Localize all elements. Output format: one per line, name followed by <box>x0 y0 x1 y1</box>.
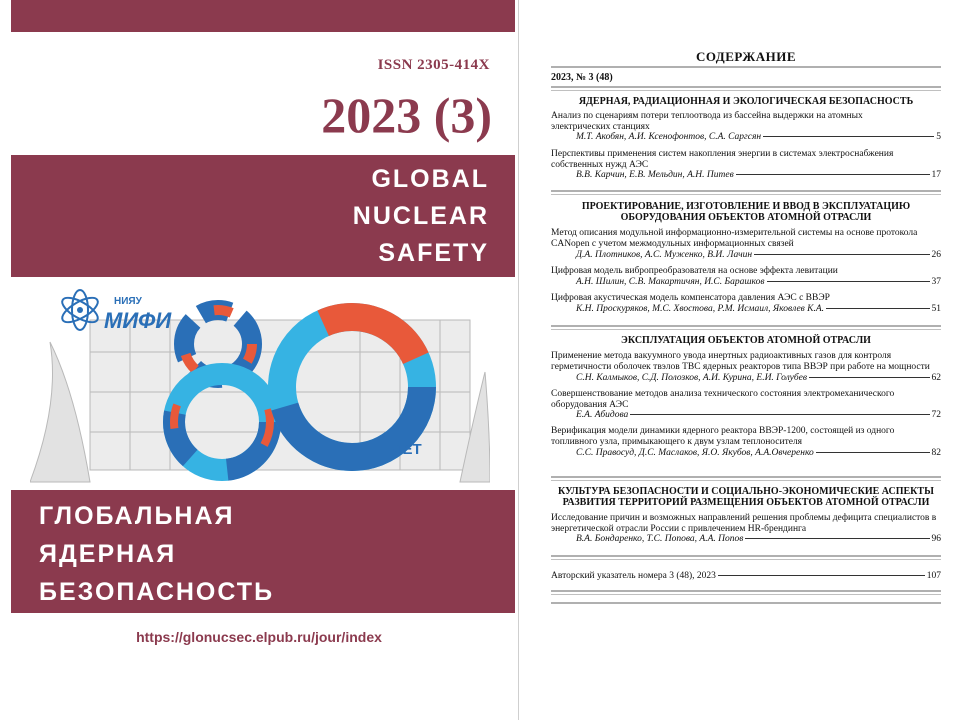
divider <box>551 329 941 330</box>
page-number: 26 <box>931 250 941 260</box>
article-title: Перспективы применения систем накопления энергии в системах электроснабжения собственных нужд АЭС <box>551 149 894 170</box>
page-number: 96 <box>931 534 941 544</box>
article-title: Цифровая акустическая модель компенсатора давления АЭС с ВВЭР <box>551 293 830 303</box>
cover-top-band <box>11 0 515 32</box>
section-title: ЭКСПЛУАТАЦИЯ ОБЪЕКТОВ АТОМНОЙ ОТРАСЛИ <box>621 335 871 346</box>
dot-leader <box>809 377 930 378</box>
divider <box>551 476 941 478</box>
toc-title: СОДЕРЖАНИЕ <box>695 49 797 64</box>
dot-leader <box>745 538 929 539</box>
title-ru-line-1: ГЛОБАЛЬНАЯ <box>39 502 235 530</box>
article-authors: Е.А. Абидова <box>576 410 629 420</box>
dot-leader <box>763 136 934 137</box>
article-title: Метод описания модульной информационно-измерительной системы на основе протокола CANopen с учетом межмодульных информационных связей <box>551 228 918 249</box>
dot-leader <box>754 254 929 255</box>
dot-leader <box>718 575 925 576</box>
title-en-line-2: NUCLEAR <box>352 202 489 230</box>
toc-entry[interactable] <box>576 448 941 459</box>
toc-entry[interactable] <box>576 410 941 421</box>
anniversary-label: ЛЕТ <box>392 441 422 458</box>
title-en-line-1: GLOBAL <box>371 165 489 193</box>
toc-issue-line: 2023, № 3 (48) <box>551 72 613 83</box>
section-title: ЯДЕРНАЯ, РАДИАЦИОННАЯ И ЭКОЛОГИЧЕСКАЯ БЕЗОПАСНОСТЬ <box>578 96 914 107</box>
page-number: 5 <box>936 132 941 142</box>
article-authors: В.А. Бондаренко, Т.С. Попова, А.А. Попов <box>576 534 744 544</box>
title-en-line-3: SAFETY <box>378 239 489 267</box>
article-authors: Д.А. Плотников, А.С. Муженко, В.И. Лачин <box>576 250 753 260</box>
divider <box>551 602 941 604</box>
author-index-entry[interactable] <box>551 571 941 581</box>
divider <box>551 594 941 595</box>
page-number: 37 <box>931 277 941 287</box>
anniversary-artwork <box>30 282 490 490</box>
divider <box>551 480 941 481</box>
page-number: 62 <box>931 373 941 383</box>
dot-leader <box>736 174 930 175</box>
russian-title-band <box>11 490 515 613</box>
divider <box>551 194 941 195</box>
page-number: 72 <box>931 410 941 420</box>
mephi-logo <box>59 290 173 333</box>
page-number: 51 <box>931 304 941 314</box>
journal-url: https://glonucsec.elpub.ru/jour/index <box>136 629 382 645</box>
article-authors: С.Н. Калмыков, С.Д. Полозков, А.И. Курина, Е.И. Голубев <box>576 373 807 383</box>
toc-entry[interactable] <box>576 373 941 384</box>
article-authors: А.Н. Шилин, С.В. Макартичян, И.С. Барашков <box>576 277 765 287</box>
article-authors: М.Т. Акобян, А.И. Ксенофонтов, С.А. Саргсян <box>576 132 762 142</box>
toc-entry[interactable] <box>576 534 941 545</box>
toc-entry[interactable] <box>576 277 941 288</box>
english-title-band <box>11 155 515 277</box>
issue-number: 2023 (3) <box>321 87 492 143</box>
dot-leader <box>767 281 930 282</box>
page-number: 107 <box>926 571 941 581</box>
article-title: Цифровая модель вибропреобразователя на основе эффекта левитации <box>551 266 838 276</box>
article-authors: С.С. Правосуд, Д.С. Маслаков, Я.О. Якубов, А.А.Овчеренко <box>576 448 814 458</box>
issn: ISSN 2305-414X <box>377 57 490 73</box>
author-index-text: Авторский указатель номера 3 (48), 2023 <box>551 571 716 581</box>
divider <box>551 555 941 557</box>
logo-big-text: МИФИ <box>104 308 172 333</box>
article-title: Исследование причин и возможных направлений решения проблемы дефицита специалистов в энергетической отрасли России с привлечением HR-брендинга <box>551 513 937 534</box>
divider <box>551 190 941 192</box>
section-title: КУЛЬТУРА БЕЗОПАСНОСТИ И СОЦИАЛЬНО-ЭКОНОМИЧЕСКИЕ АСПЕКТЫ РАЗВИТИЯ ТЕРРИТОРИЙ РАЗМЕЩЕНИЯ ОБЪЕКТОВ АТОМНОЙ ОТРАСЛИ <box>558 486 934 508</box>
page-number: 82 <box>931 448 941 458</box>
article-authors: К.Н. Проскуряков, М.С. Хвостова, Р.М. Исмаил, Яковлев К.А. <box>576 304 825 314</box>
divider <box>551 66 941 68</box>
dot-leader <box>816 452 930 453</box>
divider <box>551 559 941 560</box>
article-title: Применение метода вакуумного увода инертных радиоактивных газов для контроля герметичности оболочек твэлов ТВС ядерных реакторов типа ВВЭР при работе на мощности <box>551 351 930 372</box>
divider <box>551 590 941 592</box>
article-authors: В.В. Карчин, Е.В. Мельдин, А.Н. Питев <box>576 170 734 180</box>
article-title: Анализ по сценариям потери теплоотвода из бассейна выдержки на атомных электрических станциях <box>551 111 863 132</box>
title-ru-line-3: БЕЗОПАСНОСТЬ <box>39 578 275 606</box>
toc-entry[interactable] <box>576 250 941 261</box>
article-title: Совершенствование методов анализа технического состояния электромеханического оборудования АЭС <box>551 389 895 410</box>
article-title: Верификация модели динамики ядерного реактора ВВЭР-1200, состоящей из одного топливного узла, примыкающего к двум узлам теплоносителя <box>551 426 895 447</box>
dot-leader <box>826 308 929 309</box>
logo-small-text: НИЯУ <box>114 296 142 307</box>
toc-entry[interactable] <box>576 132 941 143</box>
page-number: 17 <box>931 170 941 180</box>
divider <box>551 90 941 91</box>
section-title: ПРОЕКТИРОВАНИЕ, ИЗГОТОВЛЕНИЕ И ВВОД В ЭКСПЛУАТАЦИЮ ОБОРУДОВАНИЯ ОБЪЕКТОВ АТОМНОЙ ОТРАСЛИ <box>581 201 911 223</box>
table-of-contents <box>551 0 941 720</box>
divider <box>551 325 941 327</box>
toc-entry[interactable] <box>576 304 941 315</box>
dot-leader <box>630 414 929 415</box>
divider <box>551 86 941 88</box>
toc-entry[interactable] <box>576 170 941 181</box>
title-ru-line-2: ЯДЕРНАЯ <box>39 540 177 568</box>
